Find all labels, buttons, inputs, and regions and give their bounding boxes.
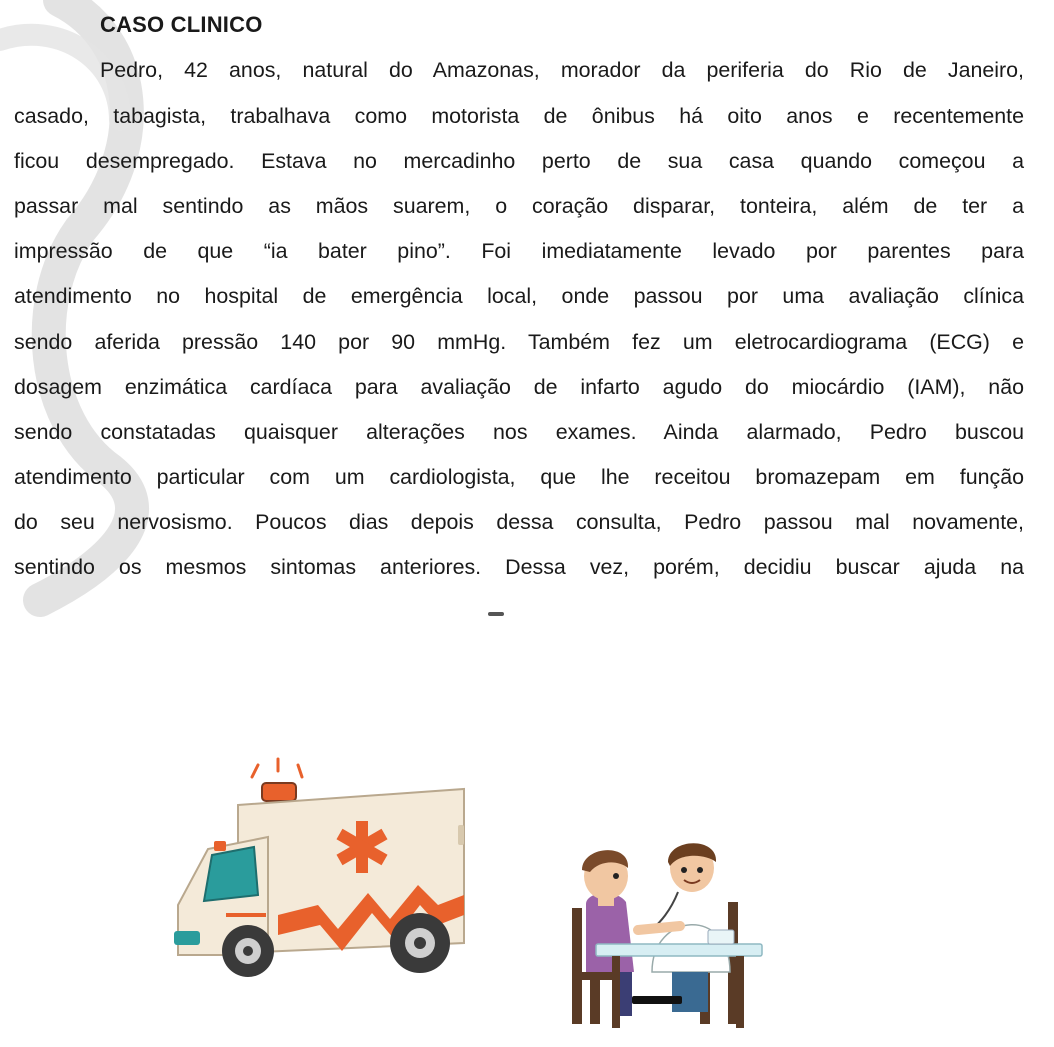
text-line: atendimento particular com um cardiologista, que lhe receitou bromazepam em função xyxy=(14,465,1024,489)
siren-icon xyxy=(252,759,302,801)
text-line: do seu nervosismo. Poucos dias depois dessa consulta, Pedro passou mal novamente, xyxy=(14,510,1024,534)
text-line: dosagem enzimática cardíaca para avaliação de infarto agudo do miocárdio (IAM), não xyxy=(14,375,1024,399)
stray-dash xyxy=(488,612,504,616)
text-line: impressão de que “ia bater pino”. Foi imediatamente levado por parentes para xyxy=(14,239,1024,263)
text-line: atendimento no hospital de emergência local, onde passou por uma avaliação clínica xyxy=(14,284,1024,308)
document-title: CASO CLINICO xyxy=(100,12,263,37)
text-line: ficou desempregado. Estava no mercadinho perto de sua casa quando começou a xyxy=(14,149,1024,173)
text-line: Pedro, 42 anos, natural do Amazonas, morador da periferia do Rio de Janeiro, xyxy=(100,58,1024,82)
text-line: sentindo os mesmos sintomas anteriores. Dessa vez, porém, decidiu buscar ajuda na xyxy=(14,555,1024,579)
doctor-consultation-illustration xyxy=(560,822,770,1037)
wheel-icon xyxy=(390,913,450,973)
wheel-icon xyxy=(222,925,274,977)
text-line: sendo aferida pressão 140 por 90 mmHg. Também fez um eletrocardiograma (ECG) e xyxy=(14,330,1024,354)
text-line: sendo constatadas quaisquer alterações nos exames. Ainda alarmado, Pedro buscou xyxy=(14,420,1024,444)
text-line: passar mal sentindo as mãos suarem, o coração disparar, tonteira, além de ter a xyxy=(14,194,1024,218)
ambulance-illustration xyxy=(168,755,468,985)
patient-figure xyxy=(572,850,634,1024)
text-line: casado, tabagista, trabalhava como motorista de ônibus há oito anos e recentemente xyxy=(14,104,1024,128)
